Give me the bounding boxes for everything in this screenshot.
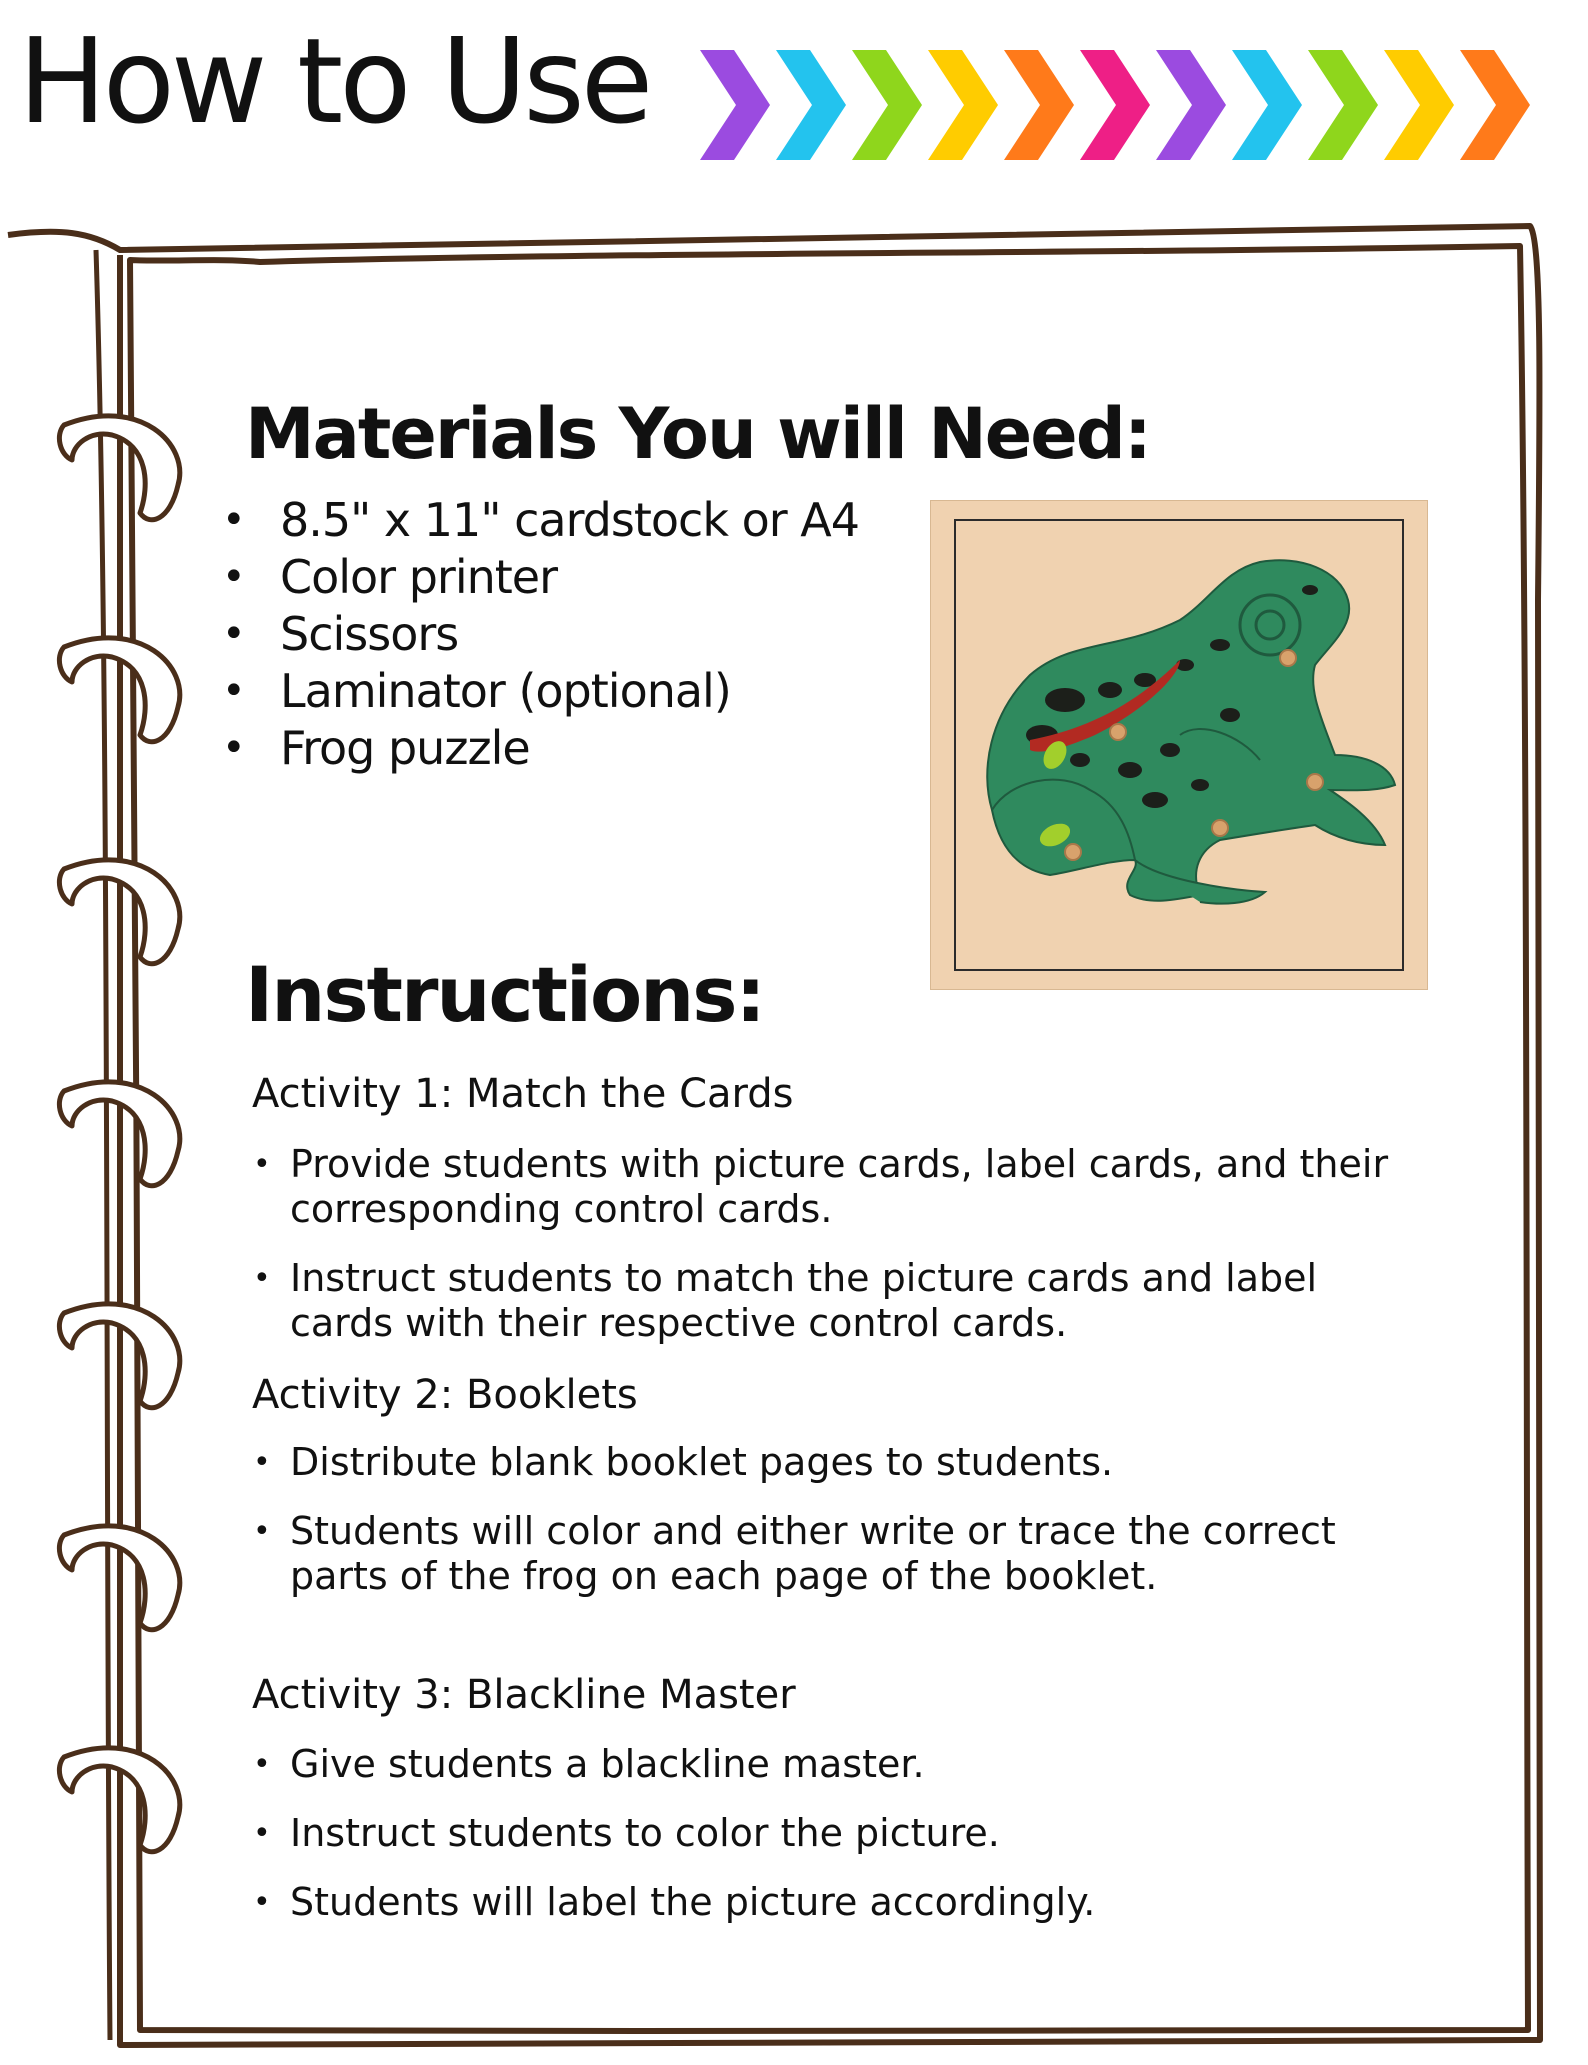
bullet-icon: • bbox=[222, 497, 245, 543]
activity-1-list bbox=[245, 1142, 1405, 1370]
chevron-shape bbox=[1080, 50, 1150, 160]
bullet-icon: • bbox=[253, 1816, 271, 1851]
bullet-icon: • bbox=[222, 668, 245, 714]
instructions-heading: Instructions: bbox=[245, 950, 764, 1039]
chevron-shape bbox=[1460, 50, 1530, 160]
bullet-icon: • bbox=[253, 1445, 271, 1480]
chevron-shape bbox=[852, 50, 922, 160]
list-item bbox=[245, 1440, 1405, 1485]
list-item bbox=[245, 1742, 1405, 1787]
bullet-icon: • bbox=[222, 554, 245, 600]
bullet-icon: • bbox=[253, 1747, 271, 1782]
instruction-text: Distribute blank booklet pages to students. bbox=[290, 1440, 1114, 1484]
material-item: Scissors bbox=[280, 607, 459, 661]
chevron-shape bbox=[1156, 50, 1226, 160]
bullet-icon: • bbox=[253, 1147, 271, 1182]
list-item bbox=[210, 720, 890, 777]
list-item bbox=[210, 663, 890, 720]
activity-2-list bbox=[245, 1440, 1405, 1623]
activity-3-list bbox=[245, 1742, 1405, 1949]
chevron-shape bbox=[700, 50, 770, 160]
list-item bbox=[210, 492, 890, 549]
chevron-shape bbox=[928, 50, 998, 160]
materials-list bbox=[210, 492, 890, 777]
list-item bbox=[245, 1142, 1405, 1232]
bullet-icon: • bbox=[222, 725, 245, 771]
activity-3-title: Activity 3: Blackline Master bbox=[252, 1672, 796, 1718]
list-item bbox=[210, 606, 890, 663]
activity-1-title: Activity 1: Match the Cards bbox=[252, 1071, 794, 1117]
chevron-shape bbox=[1232, 50, 1302, 160]
material-item: Laminator (optional) bbox=[280, 664, 731, 718]
bullet-icon: • bbox=[253, 1261, 271, 1296]
list-item bbox=[245, 1811, 1405, 1856]
page-title: How to Use bbox=[18, 12, 650, 150]
list-item bbox=[245, 1256, 1405, 1346]
material-item: 8.5" x 11" cardstock or A4 bbox=[280, 493, 859, 547]
list-item bbox=[245, 1509, 1405, 1599]
instruction-text: Students will label the picture accordingly. bbox=[290, 1880, 1096, 1924]
chevron-shape bbox=[1004, 50, 1074, 160]
chevron-shape bbox=[1384, 50, 1454, 160]
bullet-icon: • bbox=[253, 1885, 271, 1920]
frog-puzzle-photo bbox=[930, 500, 1428, 990]
instruction-text: Give students a blackline master. bbox=[290, 1742, 925, 1786]
materials-heading: Materials You will Need: bbox=[245, 393, 1150, 475]
list-item bbox=[210, 549, 890, 606]
chevron-shape bbox=[776, 50, 846, 160]
chevron-shape bbox=[1308, 50, 1378, 160]
instruction-text: Instruct students to color the picture. bbox=[290, 1811, 1000, 1855]
instruction-text: Students will color and either write or trace the correct parts of the frog on each page of the booklet. bbox=[290, 1509, 1336, 1598]
chevron-banner bbox=[700, 50, 1560, 170]
list-item bbox=[245, 1880, 1405, 1925]
instruction-text: Instruct students to match the picture cards and label cards with their respective control cards. bbox=[290, 1256, 1318, 1345]
activity-2-title: Activity 2: Booklets bbox=[252, 1372, 638, 1418]
bullet-icon: • bbox=[253, 1514, 271, 1549]
material-item: Color printer bbox=[280, 550, 558, 604]
material-item: Frog puzzle bbox=[280, 721, 530, 775]
bullet-icon: • bbox=[222, 611, 245, 657]
instruction-text: Provide students with picture cards, label cards, and their corresponding control cards. bbox=[290, 1142, 1389, 1231]
